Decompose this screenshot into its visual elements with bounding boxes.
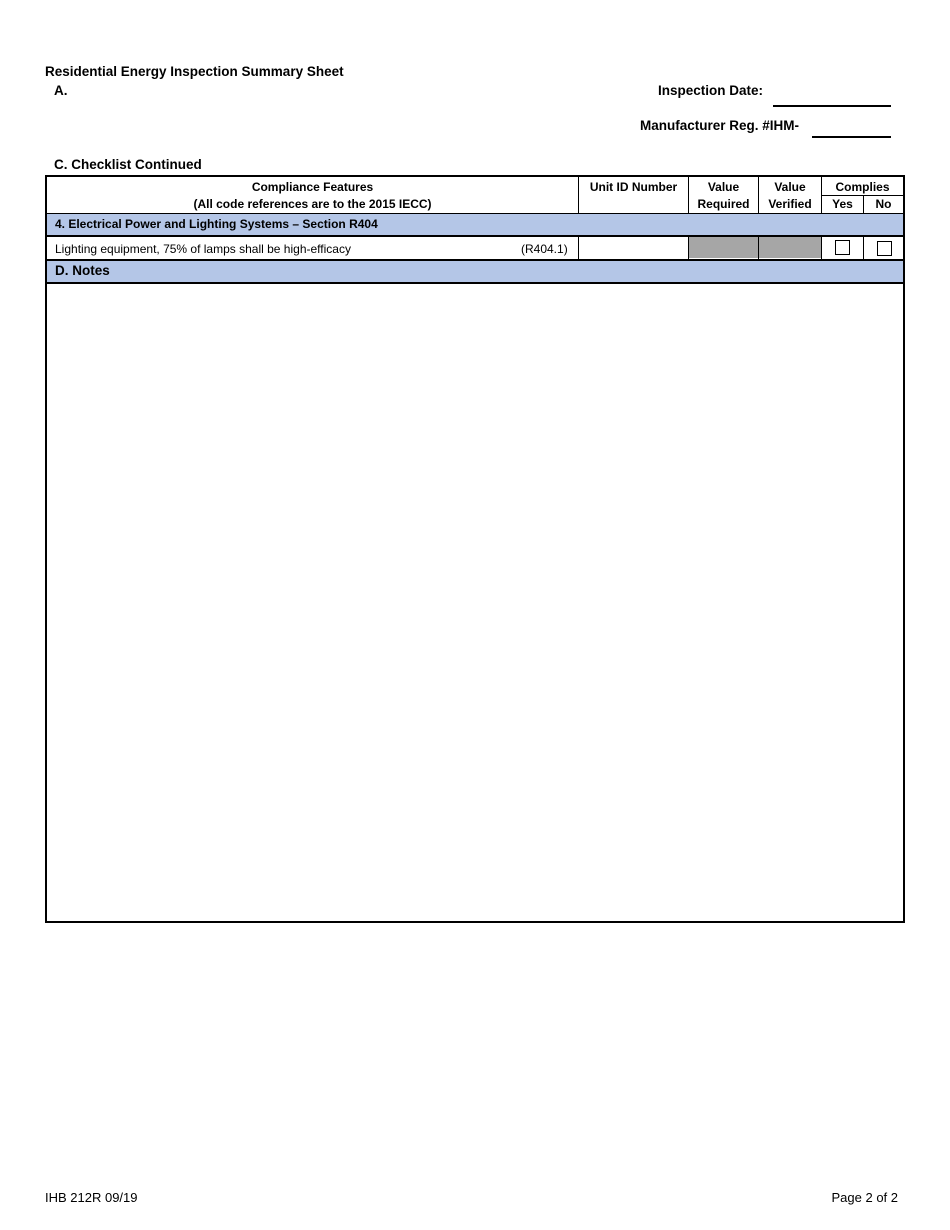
value-verified-line1: Value	[774, 180, 806, 194]
form-id: IHB 212R 09/19	[45, 1190, 138, 1205]
complies-yes-header: Yes	[832, 197, 853, 211]
notes-title: D. Notes	[55, 263, 110, 278]
compliance-header-line2: (All code references are to the 2015 IECC)	[193, 197, 432, 211]
section-c-title: C. Checklist Continued	[54, 157, 202, 172]
value-verified-header	[759, 179, 821, 213]
page-number: Page 2 of 2	[831, 1190, 898, 1205]
manufacturer-reg-field[interactable]	[812, 136, 891, 138]
document-title: Residential Energy Inspection Summary Sheet	[45, 64, 344, 79]
lighting-feature-text: Lighting equipment, 75% of lamps shall be high-efficacy	[55, 242, 351, 256]
grid-line	[758, 235, 759, 259]
notes-area[interactable]	[47, 284, 903, 921]
value-verified-line2: Verified	[768, 197, 812, 211]
inspection-date-label: Inspection Date:	[658, 83, 764, 98]
checklist-table	[45, 175, 905, 923]
grid-line	[863, 235, 864, 259]
category-band	[47, 214, 903, 235]
value-required-line2: Required	[697, 197, 750, 211]
complies-header: Complies	[835, 180, 890, 194]
value-required-header	[689, 179, 758, 213]
grid-line	[578, 235, 579, 259]
unit-id-input[interactable]	[579, 237, 688, 258]
complies-no-header: No	[875, 197, 892, 211]
inspection-date-field[interactable]	[773, 105, 891, 107]
notes-band	[47, 261, 903, 282]
lighting-code-ref: (R404.1)	[521, 242, 568, 256]
grid-line	[863, 195, 864, 213]
compliance-features-header	[47, 179, 578, 213]
grid-line	[821, 195, 903, 196]
complies-yes-checkbox[interactable]	[835, 240, 850, 255]
value-required-line1: Value	[707, 180, 740, 194]
grid-line	[688, 177, 689, 213]
unit-id-header-label: Unit ID Number	[589, 180, 678, 194]
unit-id-header	[579, 179, 688, 196]
compliance-header-line1: Compliance Features	[251, 180, 374, 194]
section-a-label: A.	[54, 83, 68, 98]
grid-line	[688, 235, 689, 259]
manufacturer-reg-label: Manufacturer Reg. #IHM-	[640, 118, 800, 133]
category-title: 4. Electrical Power and Lighting Systems – Section R404	[55, 217, 378, 231]
grid-line	[578, 177, 579, 213]
value-required-cell	[689, 237, 758, 258]
grid-line	[821, 235, 822, 259]
grid-line	[758, 177, 759, 213]
complies-no-checkbox[interactable]	[877, 241, 892, 256]
value-verified-cell	[759, 237, 821, 258]
